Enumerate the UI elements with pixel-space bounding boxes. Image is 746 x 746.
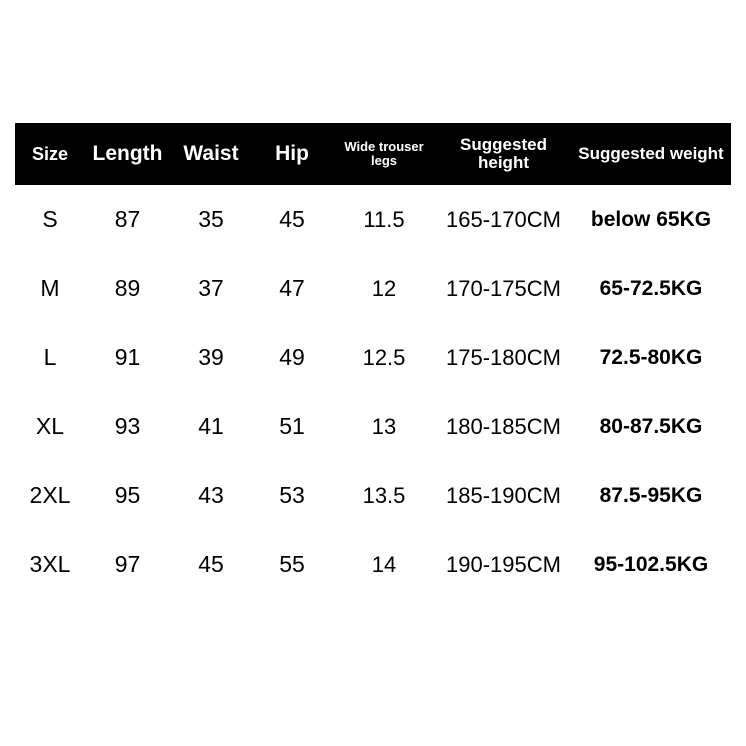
cell-hip: 45	[252, 185, 332, 254]
cell-suggested-height: 165-170CM	[436, 185, 571, 254]
cell-size: 3XL	[15, 530, 85, 599]
table-body	[15, 185, 731, 599]
cell-length: 89	[85, 254, 170, 323]
cell-waist: 45	[170, 530, 252, 599]
cell-suggested-height: 180-185CM	[436, 392, 571, 461]
wide-trouser-legs-line-1: Wide trouser	[344, 139, 424, 155]
cell-wide-trouser-legs: 12	[332, 254, 436, 323]
cell-hip: 51	[252, 392, 332, 461]
table-row	[15, 323, 731, 392]
table-header	[15, 123, 731, 185]
column-header-size: Size	[31, 143, 69, 164]
cell-suggested-weight: 87.5-95KG	[571, 461, 731, 530]
cell-hip: 55	[252, 530, 332, 599]
cell-wide-trouser-legs: 11.5	[332, 185, 436, 254]
cell-hip: 53	[252, 461, 332, 530]
cell-hip: 47	[252, 254, 332, 323]
cell-size: L	[15, 323, 85, 392]
cell-suggested-weight: 95-102.5KG	[571, 530, 731, 599]
table-row	[15, 254, 731, 323]
size-chart-table	[15, 123, 731, 599]
table-row	[15, 392, 731, 461]
cell-waist: 35	[170, 185, 252, 254]
cell-waist: 43	[170, 461, 252, 530]
cell-wide-trouser-legs: 14	[332, 530, 436, 599]
column-header-suggested-height: Suggested height	[460, 135, 547, 172]
cell-length: 93	[85, 392, 170, 461]
column-header-length: Length	[92, 141, 163, 165]
table-row	[15, 185, 731, 254]
cell-length: 97	[85, 530, 170, 599]
cell-suggested-weight: 72.5-80KG	[571, 323, 731, 392]
cell-wide-trouser-legs: 13	[332, 392, 436, 461]
cell-wide-trouser-legs: 12.5	[332, 323, 436, 392]
cell-hip: 49	[252, 323, 332, 392]
column-header-wide-trouser-legs	[332, 123, 436, 185]
cell-size: 2XL	[15, 461, 85, 530]
column-header-hip: Hip	[275, 141, 309, 165]
column-header-waist: Waist	[183, 141, 239, 165]
table-header-row	[15, 123, 731, 185]
cell-suggested-weight: below 65KG	[571, 185, 731, 254]
cell-size: M	[15, 254, 85, 323]
cell-waist: 37	[170, 254, 252, 323]
wide-trouser-legs-line-2: legs	[370, 153, 397, 168]
cell-suggested-height: 175-180CM	[436, 323, 571, 392]
cell-suggested-height: 190-195CM	[436, 530, 571, 599]
cell-suggested-weight: 80-87.5KG	[571, 392, 731, 461]
cell-suggested-height: 170-175CM	[436, 254, 571, 323]
cell-waist: 41	[170, 392, 252, 461]
cell-length: 95	[85, 461, 170, 530]
cell-wide-trouser-legs: 13.5	[332, 461, 436, 530]
cell-suggested-height: 185-190CM	[436, 461, 571, 530]
cell-suggested-weight: 65-72.5KG	[571, 254, 731, 323]
cell-length: 91	[85, 323, 170, 392]
cell-size: XL	[15, 392, 85, 461]
cell-length: 87	[85, 185, 170, 254]
column-header-suggested-weight: Suggested weight	[578, 144, 724, 164]
cell-waist: 39	[170, 323, 252, 392]
table-row	[15, 461, 731, 530]
table-row	[15, 530, 731, 599]
cell-size: S	[15, 185, 85, 254]
